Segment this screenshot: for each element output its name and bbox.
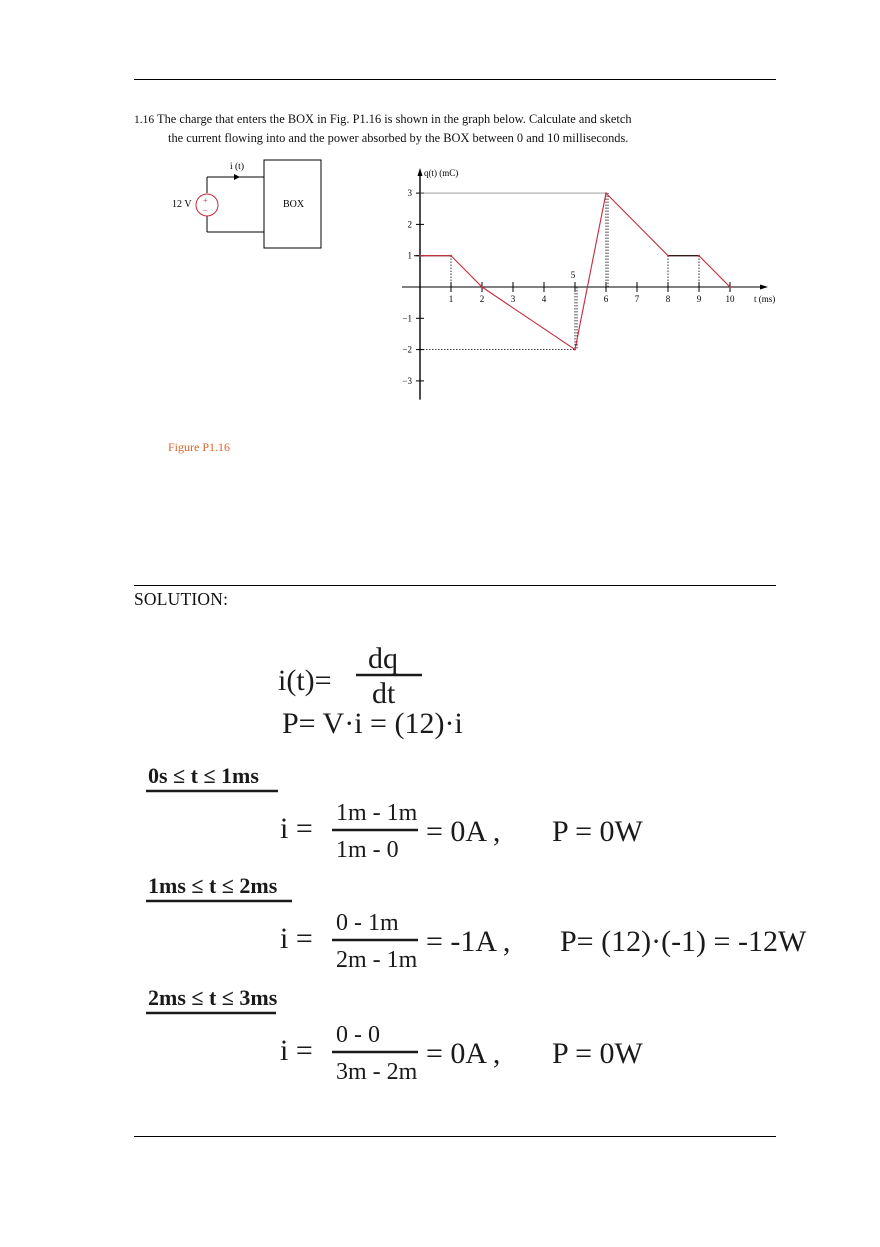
interval-result: = 0A , [426,1037,501,1070]
box-label: BOX [283,199,305,210]
x-tick-label: 6 [603,294,609,304]
x-tick-label: 7 [634,294,640,304]
x-tick-label: 2 [479,294,485,304]
y-tick-label: 2 [407,219,412,230]
y-tick-label: −3 [402,375,412,386]
x-tick-label: 1 [448,294,454,304]
y-tick-label: −1 [402,313,412,324]
def-i-numerator: dq [368,642,398,675]
interval-i-lhs: i = [280,812,313,845]
def-p: P= V·i = (12)·i [282,707,463,740]
interval-result: = 0A , [426,815,501,848]
interval-range: 2ms ≤ t ≤ 3ms [148,985,278,1010]
interval-denominator: 1m - 0 [336,837,399,863]
solution-heading: SOLUTION: [134,589,229,609]
problem-text-line2: the current flowing into and the power absorbed by the BOX between 0 and 10 milliseconds. [168,131,629,145]
interval-denominator: 3m - 2m [336,1059,418,1085]
interval-power: P= (12)·(-1) = -12W [560,925,807,958]
y-tick-label: 1 [407,250,412,261]
interval-numerator: 1m - 1m [336,800,418,826]
x-tick-label: 3 [510,294,516,304]
x-axis-label: t (ms) [754,294,776,304]
x-tick-label: 8 [665,294,671,304]
x-tick-label: 9 [696,294,702,304]
y-axis-label: q(t) (mC) [424,168,459,178]
y-tick-label: −2 [402,344,412,355]
bottom-rule [134,1136,776,1137]
interval-range: 0s ≤ t ≤ 1ms [148,763,259,788]
x-tick-label: 4 [541,294,547,304]
interval-i-lhs: i = [280,922,313,955]
figure-caption: Figure P1.16 [168,440,231,454]
interval-result: = -1A , [426,925,511,958]
interval-power: P = 0W [552,815,643,848]
x-tick-label: 5 [570,270,576,280]
current-label: i (t) [230,162,244,172]
def-i-denominator: dt [372,677,396,710]
interval-i-lhs: i = [280,1034,313,1067]
source-minus: − [203,206,208,215]
interval-numerator: 0 - 0 [336,1022,380,1048]
interval-numerator: 0 - 1m [336,910,399,936]
y-tick-label: 3 [407,188,412,199]
source-plus: + [203,196,208,205]
def-i-lhs: i(t)= [278,664,332,697]
interval-denominator: 2m - 1m [336,947,418,973]
interval-range: 1ms ≤ t ≤ 2ms [148,873,278,898]
problem-text-line1: The charge that enters the BOX in Fig. P1.16 is shown in the graph below. Calculate and sketch [157,112,632,126]
source-label: 12 V [172,199,192,210]
problem-number: 1.16 [134,114,155,126]
x-tick-label: 10 [725,294,735,304]
interval-power: P = 0W [552,1037,643,1070]
